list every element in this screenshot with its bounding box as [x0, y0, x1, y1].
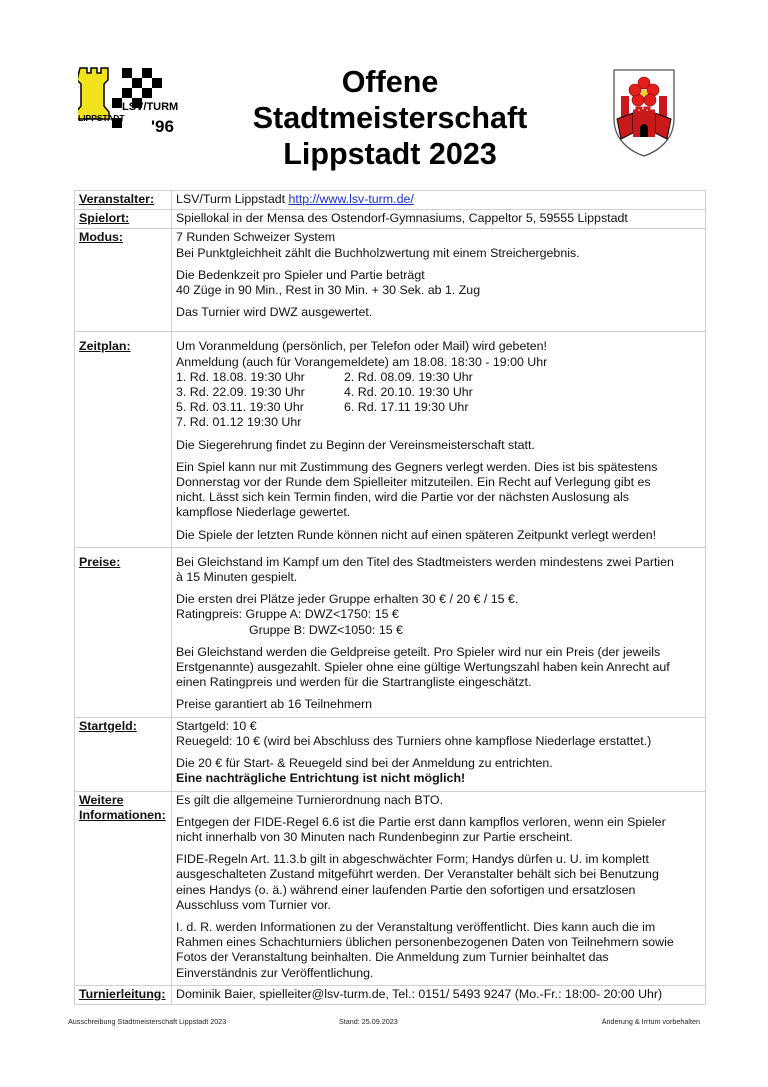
- row-startgeld: [75, 717, 706, 791]
- label-preise: Preise:: [75, 547, 172, 717]
- info-paragraph: [176, 920, 701, 981]
- text-line: nicht innerhalb von 30 Minuten nach Rundenbeginn zur Partie erscheint.: [176, 829, 573, 844]
- modus-paragraph: [176, 230, 701, 260]
- content-weitere-informationen: [172, 791, 706, 985]
- startgeld-paragraph: [176, 756, 701, 786]
- text-line: Entgegen der FIDE-Regel 6.6 ist die Partie erst dann kampflos verloren, wenn ein Spieler: [176, 814, 666, 829]
- text-line: Gruppe B: DWZ<1050: 15 €: [249, 622, 403, 637]
- svg-text:LIPPSTADT: LIPPSTADT: [78, 113, 125, 123]
- title-line-3: Lippstadt 2023: [283, 137, 497, 171]
- row-turnierleitung: [75, 985, 706, 1004]
- info-paragraph: [176, 815, 701, 845]
- text-line: à 15 Minuten gespielt.: [176, 570, 298, 585]
- label-spielort: Spielort:: [75, 210, 172, 229]
- modus-paragraph: [176, 305, 701, 320]
- round-7: 7. Rd. 01.12 19:30 Uhr: [176, 415, 302, 430]
- text-line: Einverständnis zur Veröffentlichung.: [176, 965, 374, 980]
- text-line: Um Voranmeldung (persönlich, per Telefon oder Mail) wird gebeten!: [176, 339, 547, 354]
- startgeld-paragraph: [176, 719, 701, 749]
- preise-paragraph: [176, 697, 701, 712]
- text-line: Erstgenannte) ausgezahlt. Spieler ohne eine gültige Wertungszahl haben kein Anrecht auf: [176, 660, 670, 675]
- footer-disclaimer: Änderung & Irrtum vorbehalten: [601, 1017, 700, 1026]
- row-spielort: [75, 210, 706, 229]
- content-veranstalter: [172, 191, 706, 210]
- zeitplan-paragraph: [176, 528, 701, 543]
- text-line: nicht. Lässt sich kein Termin finden, wird die Partie vor der nächsten Auslosung als: [176, 490, 629, 505]
- info-paragraph: [176, 793, 701, 808]
- text-line: 7 Runden Schweizer System: [176, 230, 336, 245]
- text-line: Es gilt die allgemeine Turnierordnung nach BTO.: [176, 792, 444, 807]
- label-modus: Modus:: [75, 229, 172, 332]
- label-line: Weitere: [79, 792, 124, 807]
- club-logo: [78, 66, 196, 138]
- round-schedule: [176, 370, 701, 431]
- round-4: 4. Rd. 20.10. 19:30 Uhr: [344, 385, 473, 400]
- text-line: Ausschluss vom Turnier vor.: [176, 897, 331, 912]
- row-weitere-informationen: [75, 791, 706, 985]
- preise-paragraph: [176, 555, 701, 585]
- text-line: eines Handys (o. ä.) während einer laufenden Partie den sofortigen und ersatzlosen: [176, 882, 636, 897]
- text-line: kampflose Niederlage gewertet.: [176, 505, 351, 520]
- label-line: Informationen:: [79, 807, 166, 822]
- text-line: Ratingpreis: Gruppe A: DWZ<1750: 15 €: [176, 607, 399, 622]
- text-line: Preise garantiert ab 16 Teilnehmern: [176, 697, 373, 712]
- organizer-website-link[interactable]: http://www.lsv-turm.de/: [288, 192, 414, 206]
- coat-of-arms: [611, 67, 677, 158]
- label-weitere-informationen: [75, 791, 172, 985]
- text-line: Die 20 € für Start- & Reuegeld sind bei der Anmeldung zu entrichten.: [176, 756, 553, 771]
- content-startgeld: [172, 717, 706, 791]
- coat-of-arms-icon: [611, 67, 677, 158]
- text-line: 40 Züge in 90 Min., Rest in 30 Min. + 30 Sek. ab 1. Zug: [176, 283, 481, 298]
- title-line-1: Offene: [341, 65, 439, 99]
- text-line: Fotos der Veranstaltung beinhalten. Die Anmeldung zum Turnier beinhaltet das: [176, 950, 609, 965]
- round-3: 3. Rd. 22.09. 19:30 Uhr: [176, 385, 305, 400]
- row-modus: [75, 229, 706, 332]
- text-line: Rahmen eines Schachturniers üblichen personenbezogenen Daten von Teilnehmern sowie: [176, 935, 674, 950]
- organizer-contact: Dominik Baier, spielleiter@lsv-turm.de, Tel.: 0151/ 5493 9247 (Mo.-Fr.: 18:00- 20:00 Uhr): [176, 986, 663, 1001]
- label-zeitplan: Zeitplan:: [75, 332, 172, 547]
- zeitplan-intro: [176, 339, 701, 369]
- content-turnierleitung: [172, 985, 706, 1004]
- text-line: Bei Gleichstand werden die Geldpreise geteilt. Pro Spieler wird nur ein Preis (der jeweils: [176, 644, 661, 659]
- text-line: Ein Spiel kann nur mit Zustimmung des Gegners verlegt werden. Dies ist bis spätestens: [176, 459, 658, 474]
- content-modus: [172, 229, 706, 332]
- svg-text:LSV/TURM: LSV/TURM: [122, 101, 179, 113]
- zeitplan-paragraph: [176, 460, 701, 521]
- text-line: Reuegeld: 10 € (wird bei Abschluss des Turniers ohne kampflose Niederlage erstattet.): [176, 733, 652, 748]
- text-line: I. d. R. werden Informationen zu der Veranstaltung veröffentlicht. Dies kann auch die im: [176, 919, 656, 934]
- payment-warning: Eine nachträgliche Entrichtung ist nicht möglich!: [176, 771, 466, 786]
- footer-date: Stand: 25.09.2023: [339, 1017, 398, 1026]
- content-zeitplan: [172, 332, 706, 547]
- text-line: FIDE-Regeln Art. 11.3.b gilt in abgeschwächter Form; Handys dürfen u. U. im komplett: [176, 852, 649, 867]
- content-spielort: [172, 210, 706, 229]
- text-line: Anmeldung (auch für Vorangemeldete) am 18.08. 18:30 - 19:00 Uhr: [176, 354, 548, 369]
- organizer-name: LSV/Turm Lippstadt: [176, 192, 289, 206]
- tournament-info-table: [74, 190, 706, 1005]
- label-turnierleitung: Turnierleitung:: [75, 985, 172, 1004]
- page-title: [200, 64, 580, 172]
- text-line: Bei Punktgleichheit zählt die Buchholzwertung mit einem Streichergebnis.: [176, 245, 580, 260]
- venue-text: Spiellokal in der Mensa des Ostendorf-Gymnasiums, Cappeltor 5, 59555 Lippstadt: [176, 211, 628, 226]
- footer-document-name: Ausschreibung Stadtmeisterschaft Lippstadt 2023: [68, 1017, 227, 1026]
- text-line: Bei Gleichstand im Kampf um den Titel des Stadtmeisters werden mindestens zwei Partien: [176, 554, 674, 569]
- zeitplan-paragraph: [176, 438, 701, 453]
- label-veranstalter: Veranstalter:: [75, 191, 172, 210]
- text-line: Die Spiele der letzten Runde können nicht auf einen späteren Zeitpunkt verlegt werden!: [176, 527, 657, 542]
- preise-paragraph: [176, 645, 701, 691]
- text-line: ausgeschalteten Zustand mitgeführt werden. Der Veranstalter behält sich bei Benutzung: [176, 867, 659, 882]
- text-line: Die ersten drei Plätze jeder Gruppe erhalten 30 € / 20 € / 15 €.: [176, 592, 519, 607]
- chess-rook-logo-icon: [78, 66, 196, 138]
- text-line: Startgeld: 10 €: [176, 718, 257, 733]
- round-2: 2. Rd. 08.09. 19:30 Uhr: [344, 369, 473, 384]
- round-1: 1. Rd. 18.08. 19:30 Uhr: [176, 369, 305, 384]
- label-startgeld: Startgeld:: [75, 717, 172, 791]
- row-preise: [75, 547, 706, 717]
- row-zeitplan: [75, 332, 706, 547]
- svg-text:'96: '96: [151, 117, 174, 136]
- title-line-2: Stadtmeisterschaft: [252, 101, 528, 135]
- preise-paragraph: [176, 592, 701, 638]
- text-line: Donnerstag vor der Runde dem Spielleiter mitzuteilen. Ein Recht auf Verlegung gibt es: [176, 475, 651, 490]
- round-6: 6. Rd. 17.11 19:30 Uhr: [344, 400, 469, 415]
- round-5: 5. Rd. 03.11. 19:30 Uhr: [176, 400, 304, 415]
- content-preise: [172, 547, 706, 717]
- text-line: Das Turnier wird DWZ ausgewertet.: [176, 305, 373, 320]
- row-veranstalter: [75, 191, 706, 210]
- text-line: Die Siegerehrung findet zu Beginn der Vereinsmeisterschaft statt.: [176, 437, 535, 452]
- modus-paragraph: [176, 268, 701, 298]
- text-line: Die Bedenkzeit pro Spieler und Partie beträgt: [176, 267, 425, 282]
- info-paragraph: [176, 852, 701, 913]
- text-line: einen Ratingpreis und werden für die Startrangliste eingeschätzt.: [176, 675, 532, 690]
